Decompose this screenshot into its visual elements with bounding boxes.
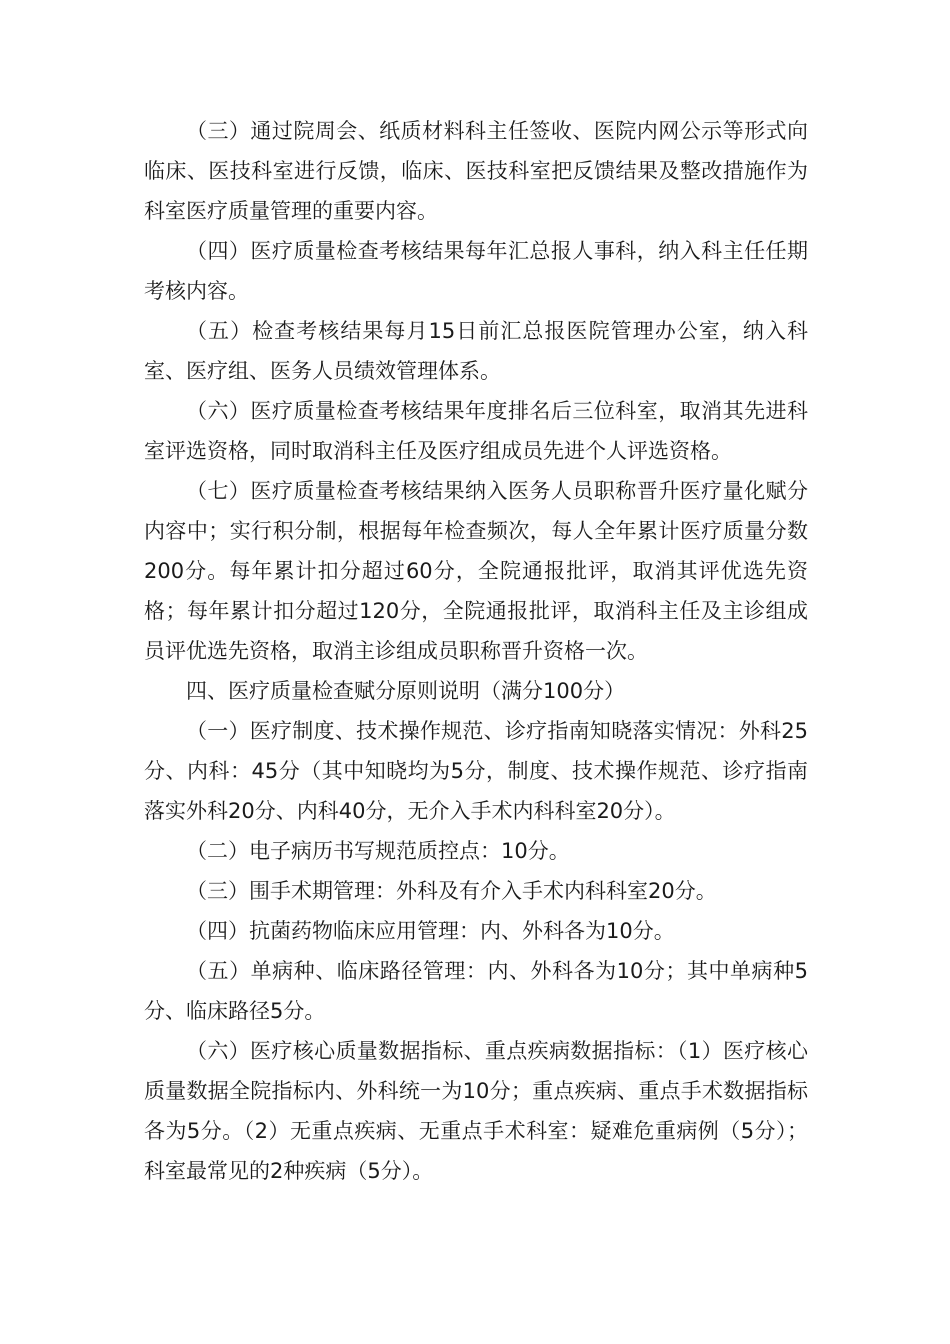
paragraph-scoring-item-1: （一）医疗制度、技术操作规范、诊疗指南知晓落实情况：外科25分、内科：45分（其中知晓均为5分，制度、技术操作规范、诊疗指南落实外科20分、内科40分，无介入手术内科科室20分）。 bbox=[144, 719, 808, 823]
paragraph-scoring-item-6: （六）医疗核心质量数据指标、重点疾病数据指标：（1）医疗核心质量数据全院指标内、外科统一为10分；重点疾病、重点手术数据指标各为5分。（2）无重点疾病、无重点手术科室：疑难危重病例（5分）；科室最常见的2种疾病（5分）。 bbox=[144, 1039, 808, 1183]
paragraph-ranking-penalty: （六）医疗质量检查考核结果年度排名后三位科室，取消其先进科室评选资格，同时取消科主任及医疗组成员先进个人评选资格。 bbox=[144, 399, 808, 463]
paragraph-scoring-item-4: （四）抗菌药物临床应用管理：内、外科各为10分。 bbox=[186, 919, 675, 943]
paragraph-credit-system: （七）医疗质量检查考核结果纳入医务人员职称晋升医疗量化赋分内容中；实行积分制，根据每年检查频次，每人全年累计医疗质量分数200分。每年累计扣分超过60分，全院通报批评，取消其评优选先资格；每年累计扣分超过120分，全院通报批评，取消科主任及主诊组成员评优选先资格，取消主诊组成员职称晋升资格一次。 bbox=[144, 479, 808, 663]
paragraph-feedback-methods: （三）通过院周会、纸质材料科主任签收、医院内网公示等形式向临床、医技科室进行反馈，临床、医技科室把反馈结果及整改措施作为科室医疗质量管理的重要内容。 bbox=[144, 119, 808, 223]
paragraph-monthly-report: （五）检查考核结果每月15日前汇总报医院管理办公室，纳入科室、医疗组、医务人员绩效管理体系。 bbox=[144, 319, 808, 383]
section-heading-scoring-principles: 四、医疗质量检查赋分原则说明（满分100分） bbox=[186, 679, 626, 703]
paragraph-scoring-item-3: （三）围手术期管理：外科及有介入手术内科科室20分。 bbox=[186, 879, 717, 903]
document-page bbox=[144, 111, 808, 1191]
paragraph-scoring-item-5: （五）单病种、临床路径管理：内、外科各为10分；其中单病种5分、临床路径5分。 bbox=[144, 959, 808, 1023]
paragraph-scoring-item-2: （二）电子病历书写规范质控点：10分。 bbox=[186, 839, 570, 863]
paragraph-annual-summary: （四）医疗质量检查考核结果每年汇总报人事科，纳入科主任任期考核内容。 bbox=[144, 239, 808, 303]
